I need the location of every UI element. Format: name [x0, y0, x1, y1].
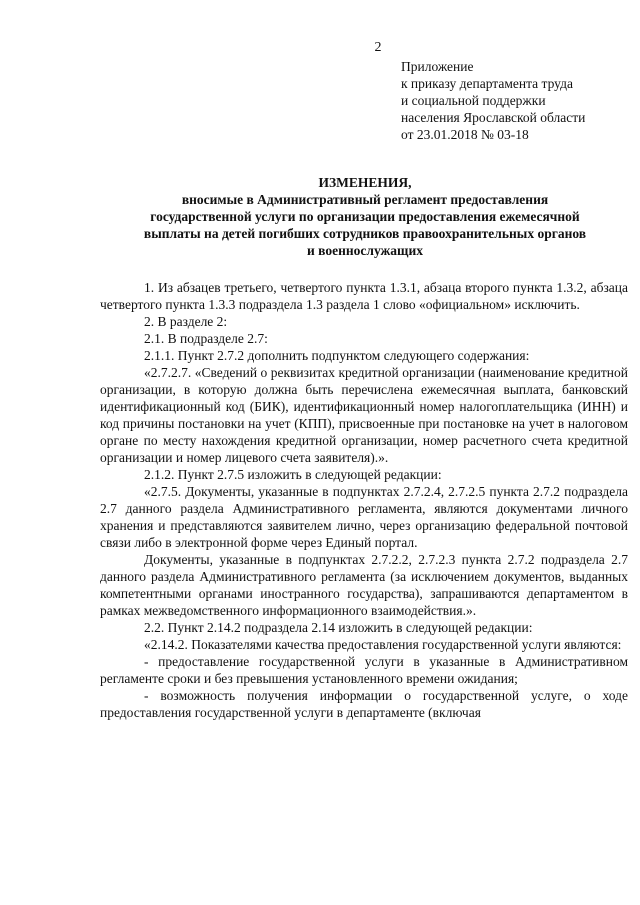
title-line: вносимые в Административный регламент предоставления: [181, 192, 549, 207]
paragraph: - возможность получения информации о государственной услуге, о ходе предоставления государственной услуги в департаменте (включая: [100, 688, 628, 720]
paragraph: - предоставление государственной услуги в указанные в Административном регламенте сроки и без превышения установленного времени ожидания;: [100, 654, 628, 686]
appendix-line: от 23.01.2018 № 03-18: [401, 127, 529, 142]
appendix-block: [401, 58, 631, 143]
appendix-line: Приложение: [401, 59, 474, 74]
paragraph: 2.2. Пункт 2.14.2 подраздела 2.14 изложить в следующей редакции:: [144, 620, 533, 635]
appendix-line: к приказу департамента труда: [401, 76, 573, 91]
title-heading: ИЗМЕНЕНИЯ,: [318, 175, 412, 190]
document-title: [100, 174, 630, 259]
title-line: государственной услуги по организации предоставления ежемесячной: [150, 209, 580, 224]
appendix-line: и социальной поддержки: [401, 93, 546, 108]
paragraph: 2.1. В подразделе 2.7:: [144, 331, 268, 346]
title-line: и военнослужащих: [306, 243, 423, 258]
paragraph: 1. Из абзацев третьего, четвертого пункта 1.3.1, абзаца второго пункта 1.3.2, абзаца четвертого пункта 1.3.3 подраздела 1.3 раздела 1 слово «официальном» исключить.: [100, 280, 628, 312]
paragraph: «2.14.2. Показателями качества предоставления государственной услуги являются:: [144, 637, 622, 652]
paragraph: 2. В разделе 2:: [144, 314, 228, 329]
page-number: 2: [374, 40, 382, 55]
paragraph: «2.7.5. Документы, указанные в подпунктах 2.7.2.4, 2.7.2.5 пункта 2.7.2 подраздела 2.7 данного раздела Административного регламента, являются документами личного хранения и представляются заявителем лично, через организацию федеральной почтовой связи либо в электронной форме через Единый портал.: [100, 484, 628, 550]
appendix-line: населения Ярославской области: [401, 110, 586, 125]
paragraph: «2.7.2.7. «Сведений о реквизитах кредитной организации (наименование кредитной организации, в которую должна быть перечислена ежемесячная выплата, банковский идентификационный код (БИК), идентификационный номер налогоплательщика (ИНН) и код причины постановки на учет (КПП), присвоенные при постановке на учет в налоговом органе по месту нахождения кредитной организации, номер расчетного счета кредитной организации и номер лицевого счета заявителя).».: [100, 365, 628, 465]
paragraph: 2.1.2. Пункт 2.7.5 изложить в следующей редакции:: [144, 467, 442, 482]
paragraph: Документы, указанные в подпунктах 2.7.2.2, 2.7.2.3 пункта 2.7.2 подраздела 2.7 данного раздела Административного регламента (за исключением документов, выданных компетентными органами иностранного государства), запрашиваются департаментом в рамках межведомственного информационного взаимодействия.».: [100, 552, 628, 618]
title-line: выплаты на детей погибших сотрудников правоохранительных органов: [143, 226, 587, 241]
document-body: [100, 279, 628, 721]
paragraph: 2.1.1. Пункт 2.7.2 дополнить подпунктом следующего содержания:: [144, 348, 530, 363]
